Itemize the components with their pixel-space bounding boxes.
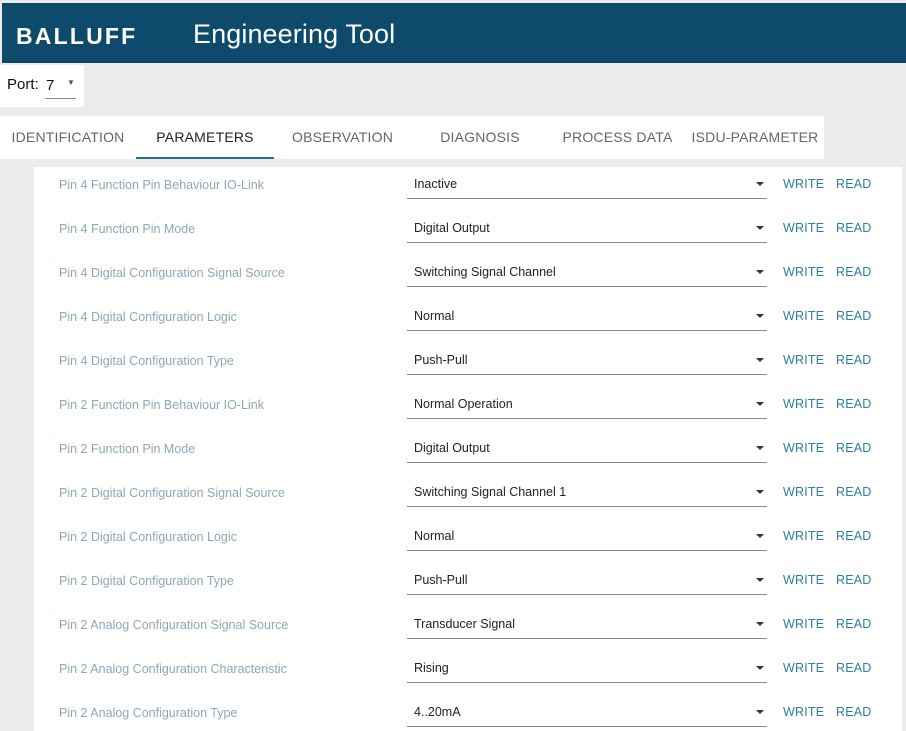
- parameter-value: Digital Output: [414, 441, 490, 455]
- parameter-value-dropdown[interactable]: [407, 607, 767, 639]
- parameter-row: [34, 431, 902, 475]
- tab-isdu-parameter[interactable]: ISDU-PARAMETER: [691, 129, 819, 145]
- parameter-row: [34, 387, 902, 431]
- parameter-label: Pin 4 Digital Configuration Signal Source: [59, 266, 285, 280]
- balluff-logo: [16, 22, 156, 50]
- parameter-value: Inactive: [414, 177, 458, 191]
- tab-diagnosis[interactable]: DIAGNOSIS: [440, 129, 520, 145]
- parameter-value: Normal Operation: [414, 397, 513, 411]
- parameter-value-dropdown[interactable]: [407, 431, 767, 463]
- caret-down-icon: [756, 226, 764, 230]
- parameter-value-dropdown[interactable]: [407, 519, 767, 551]
- parameter-row: [34, 475, 902, 519]
- svg-text:BALLUFF: BALLUFF: [16, 23, 138, 49]
- parameter-value-dropdown[interactable]: [407, 167, 767, 199]
- parameter-label: Pin 2 Digital Configuration Signal Source: [59, 486, 285, 500]
- caret-down-icon: [756, 358, 764, 362]
- caret-down-icon: [756, 182, 764, 186]
- parameter-value: Transducer Signal: [414, 617, 515, 631]
- parameter-value-dropdown[interactable]: [407, 211, 767, 243]
- tab-identification[interactable]: IDENTIFICATION: [11, 129, 125, 145]
- caret-down-icon: [756, 490, 764, 494]
- caret-down-icon: [756, 270, 764, 274]
- parameters-panel: [34, 167, 902, 731]
- parameter-value-dropdown[interactable]: [407, 651, 767, 683]
- caret-down-icon: [756, 314, 764, 318]
- parameter-label: Pin 4 Function Pin Behaviour IO-Link: [59, 178, 264, 192]
- parameter-value: Switching Signal Channel: [414, 265, 556, 279]
- write-button[interactable]: WRITE: [783, 661, 825, 675]
- parameter-value-dropdown[interactable]: [407, 387, 767, 419]
- parameter-row: [34, 651, 902, 695]
- parameter-row: [34, 167, 902, 211]
- read-button[interactable]: READ: [836, 441, 872, 455]
- parameter-row: [34, 519, 902, 563]
- write-button[interactable]: WRITE: [783, 265, 825, 279]
- parameter-row: [34, 343, 902, 387]
- write-button[interactable]: WRITE: [783, 573, 825, 587]
- read-button[interactable]: READ: [836, 485, 872, 499]
- parameter-row: [34, 563, 902, 607]
- parameter-value-dropdown[interactable]: [407, 695, 767, 727]
- active-tab-indicator: [136, 157, 274, 159]
- write-button[interactable]: WRITE: [783, 221, 825, 235]
- parameter-label: Pin 2 Digital Configuration Type: [59, 574, 234, 588]
- parameter-value-dropdown[interactable]: [407, 343, 767, 375]
- parameter-label: Pin 2 Function Pin Mode: [59, 442, 196, 456]
- read-button[interactable]: READ: [836, 309, 872, 323]
- tab-bar: [0, 116, 824, 159]
- write-button[interactable]: WRITE: [783, 529, 825, 543]
- caret-down-icon: [756, 534, 764, 538]
- parameter-value: Digital Output: [414, 221, 490, 235]
- port-dropdown[interactable]: [45, 75, 76, 99]
- parameter-label: Pin 2 Analog Configuration Characteristic: [59, 662, 287, 676]
- read-button[interactable]: READ: [836, 221, 872, 235]
- caret-down-icon: [756, 710, 764, 714]
- write-button[interactable]: WRITE: [783, 485, 825, 499]
- parameter-value: Rising: [414, 661, 449, 675]
- parameter-value: Switching Signal Channel 1: [414, 485, 567, 499]
- caret-down-icon: ▼: [67, 78, 75, 87]
- read-button[interactable]: READ: [836, 397, 872, 411]
- parameter-row: [34, 299, 902, 343]
- read-button[interactable]: READ: [836, 529, 872, 543]
- parameter-row: [34, 211, 902, 255]
- parameter-value: Normal: [414, 309, 455, 323]
- port-selector: [0, 65, 84, 107]
- caret-down-icon: [756, 622, 764, 626]
- write-button[interactable]: WRITE: [783, 441, 825, 455]
- parameter-value-dropdown[interactable]: [407, 475, 767, 507]
- write-button[interactable]: WRITE: [783, 397, 825, 411]
- write-button[interactable]: WRITE: [783, 617, 825, 631]
- read-button[interactable]: READ: [836, 661, 872, 675]
- read-button[interactable]: READ: [836, 573, 872, 587]
- write-button[interactable]: WRITE: [783, 353, 825, 367]
- tab-observation[interactable]: OBSERVATION: [292, 129, 393, 145]
- parameter-row: [34, 255, 902, 299]
- read-button[interactable]: READ: [836, 353, 872, 367]
- app-header: [2, 3, 906, 63]
- caret-down-icon: [756, 446, 764, 450]
- write-button[interactable]: WRITE: [783, 309, 825, 323]
- parameter-label: Pin 2 Digital Configuration Logic: [59, 530, 237, 544]
- parameter-value-dropdown[interactable]: [407, 255, 767, 287]
- caret-down-icon: [756, 666, 764, 670]
- write-button[interactable]: WRITE: [783, 177, 825, 191]
- read-button[interactable]: READ: [836, 705, 872, 719]
- port-value: 7: [46, 77, 55, 94]
- parameter-value: Push-Pull: [414, 353, 468, 367]
- parameter-value-dropdown[interactable]: [407, 563, 767, 595]
- parameter-label: Pin 4 Function Pin Mode: [59, 222, 196, 236]
- port-label: Port:: [7, 76, 39, 93]
- parameter-label: Pin 2 Function Pin Behaviour IO-Link: [59, 398, 264, 412]
- parameter-value-dropdown[interactable]: [407, 299, 767, 331]
- parameter-label: Pin 4 Digital Configuration Type: [59, 354, 234, 368]
- app-title: Engineering Tool: [193, 19, 396, 49]
- tab-parameters[interactable]: PARAMETERS: [136, 116, 274, 159]
- parameter-label: Pin 4 Digital Configuration Logic: [59, 310, 237, 324]
- write-button[interactable]: WRITE: [783, 705, 825, 719]
- caret-down-icon: [756, 578, 764, 582]
- read-button[interactable]: READ: [836, 617, 872, 631]
- tab-process-data[interactable]: PROCESS DATA: [562, 129, 673, 145]
- read-button[interactable]: READ: [836, 265, 872, 279]
- parameter-label: Pin 2 Analog Configuration Type: [59, 706, 238, 720]
- parameter-value: Push-Pull: [414, 573, 468, 587]
- caret-down-icon: [756, 402, 764, 406]
- parameter-row: [34, 607, 902, 651]
- parameter-row: [34, 695, 902, 731]
- read-button[interactable]: READ: [836, 177, 872, 191]
- parameter-label: Pin 2 Analog Configuration Signal Source: [59, 618, 289, 632]
- parameter-value: 4..20mA: [414, 705, 461, 719]
- parameter-value: Normal: [414, 529, 455, 543]
